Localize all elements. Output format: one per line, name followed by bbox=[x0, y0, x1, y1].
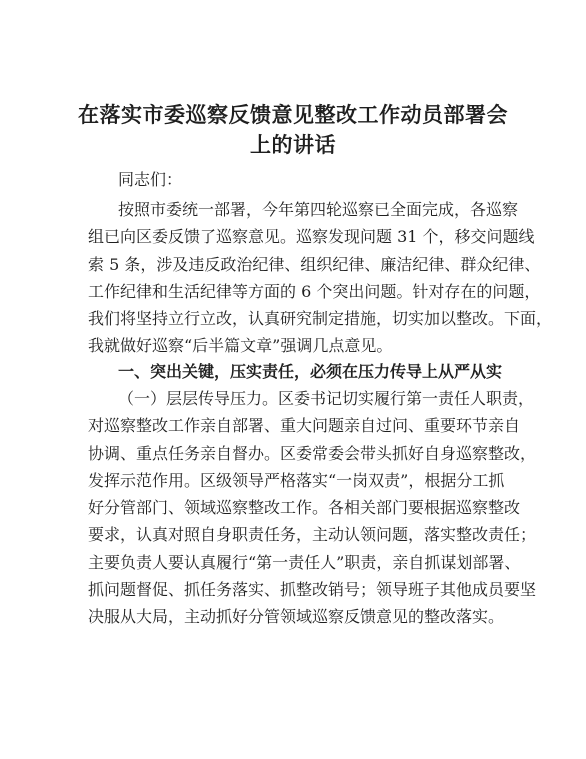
paragraph-line: 好分管部门、领域巡察整改工作。各相关部门要根据巡察整改 bbox=[88, 498, 521, 518]
title-line-1: 在落实市委巡察反馈意见整改工作动员部署会 bbox=[78, 102, 508, 127]
title-line-2: 上的讲话 bbox=[250, 132, 336, 157]
paragraph-line: 我就做好巡察“后半篇文章”强调几点意见。 bbox=[88, 336, 393, 356]
paragraph-line: 协调、重点任务亲自督办。区委常委会带头抓好自身巡察整改， bbox=[88, 443, 537, 463]
paragraph-line: 决服从大局，主动抓好分管领域巡察反馈意见的整改落实。 bbox=[88, 607, 505, 627]
paragraph-1 bbox=[88, 196, 553, 360]
section-heading-1: 一、突出关键，压实责任，必须在压力传导上从严从实 bbox=[118, 362, 503, 381]
paragraph-line: 要求，认真对照自身职责任务，主动认领问题，落实整改责任； bbox=[88, 525, 537, 545]
paragraph-line: 按照市委统一部署，今年第四轮巡察已全面完成，各巡察 bbox=[118, 200, 519, 219]
document-title bbox=[60, 100, 526, 160]
paragraph-line: 组已向区委反馈了巡察意见。巡察发现问题 31 个，移交问题线 bbox=[88, 227, 535, 247]
salutation: 同志们： bbox=[118, 170, 183, 189]
paragraph-2 bbox=[88, 385, 537, 631]
paragraph-line: 工作纪律和生活纪律等方面的 6 个突出问题。针对存在的问题， bbox=[88, 281, 541, 301]
paragraph-line: 索 5 条，涉及违反政治纪律、组织纪律、廉洁纪律、群众纪律、 bbox=[88, 254, 541, 274]
paragraph-line: 我们将坚持立行立改，认真研究制定措施，切实加以整改。下面， bbox=[88, 309, 553, 329]
paragraph-line: 主要负责人要认真履行“第一责任人”职责，亲自抓谋划部署、 bbox=[88, 552, 521, 572]
paragraph-line: 发挥示范作用。区级领导严格落实“一岗双责”，根据分工抓 bbox=[88, 470, 505, 490]
paragraph-line: 抓问题督促、抓任务落实、抓整改销号；领导班子其他成员要坚 bbox=[88, 580, 537, 600]
paragraph-line: 对巡察整改工作亲自部署、重大问题亲自过问、重要环节亲自 bbox=[88, 416, 521, 436]
paragraph-line: （一）层层传导压力。区委书记切实履行第一责任人职责， bbox=[118, 389, 535, 408]
